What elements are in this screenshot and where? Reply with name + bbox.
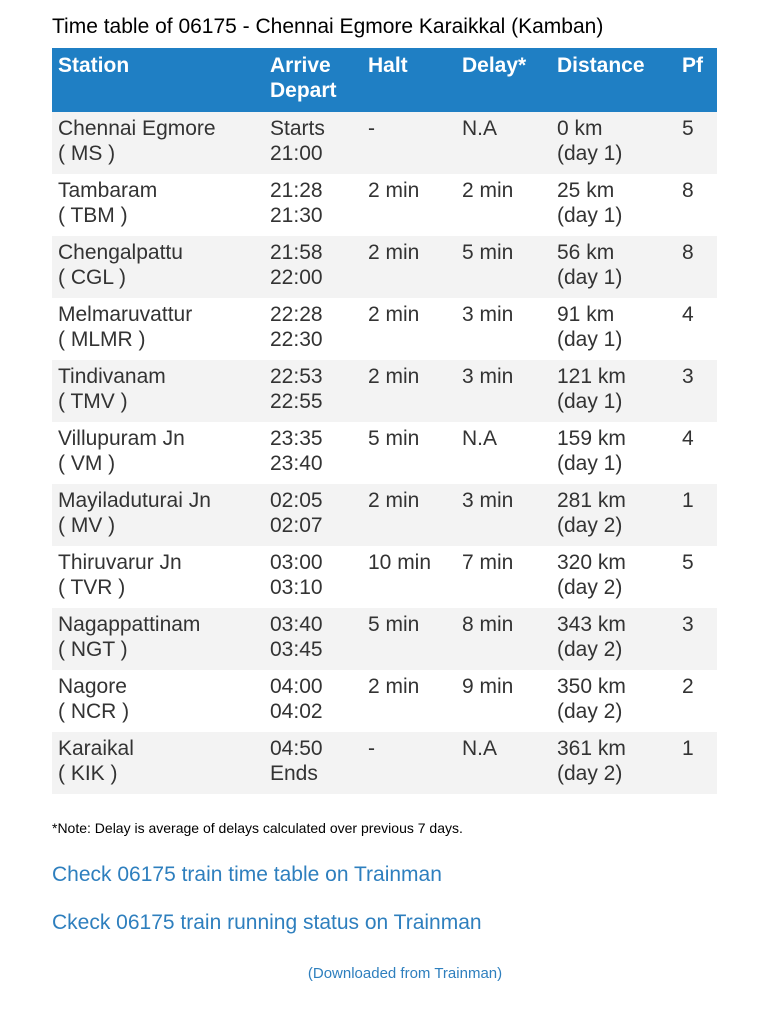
arrive-time: 04:00	[270, 675, 323, 698]
header-arrive-depart	[264, 48, 362, 112]
station-cell	[52, 546, 264, 608]
arrive-time: 22:53	[270, 365, 323, 388]
delay-value: 2 min	[462, 179, 514, 202]
arrive-time: Starts	[270, 117, 325, 140]
day-value: (day 1)	[557, 390, 623, 413]
arrive-depart-cell	[264, 174, 362, 236]
delay-cell	[456, 670, 551, 732]
halt-cell	[362, 484, 456, 546]
depart-time: 22:55	[270, 390, 323, 413]
depart-time: 03:45	[270, 638, 323, 661]
platform-cell	[676, 732, 717, 794]
station-cell	[52, 236, 264, 298]
station-cell	[52, 174, 264, 236]
day-value: (day 1)	[557, 452, 623, 475]
table-row	[52, 484, 717, 546]
header-halt: Halt	[362, 48, 456, 112]
halt-value: 5 min	[368, 613, 420, 636]
station-name: Karaikal	[58, 737, 134, 760]
station-code: ( NCR )	[58, 700, 130, 723]
table-row	[52, 422, 717, 484]
halt-cell	[362, 298, 456, 360]
platform-cell	[676, 360, 717, 422]
halt-value: 2 min	[368, 241, 420, 264]
station-cell	[52, 670, 264, 732]
station-cell	[52, 298, 264, 360]
delay-cell	[456, 112, 551, 174]
halt-cell	[362, 236, 456, 298]
halt-cell	[362, 112, 456, 174]
station-cell	[52, 484, 264, 546]
platform-cell	[676, 670, 717, 732]
table-row	[52, 236, 717, 298]
delay-value: 8 min	[462, 613, 514, 636]
halt-value: 2 min	[368, 489, 420, 512]
platform-value: 5	[682, 551, 694, 574]
halt-cell	[362, 360, 456, 422]
distance-value: 91 km	[557, 303, 615, 326]
platform-value: 3	[682, 613, 694, 636]
delay-value: N.A	[462, 117, 498, 140]
table-row	[52, 174, 717, 236]
depart-time: 21:00	[270, 142, 323, 165]
station-name: Nagappattinam	[58, 613, 201, 636]
station-code: ( TMV )	[58, 390, 128, 413]
station-code: ( TVR )	[58, 576, 126, 599]
halt-value: 10 min	[368, 551, 432, 574]
platform-cell	[676, 422, 717, 484]
delay-cell	[456, 360, 551, 422]
station-code: ( TBM )	[58, 204, 128, 227]
table-row	[52, 360, 717, 422]
delay-cell	[456, 298, 551, 360]
halt-value: 5 min	[368, 427, 420, 450]
platform-cell	[676, 174, 717, 236]
distance-value: 25 km	[557, 179, 615, 202]
header-station: Station	[52, 48, 264, 112]
depart-time: Ends	[270, 762, 318, 785]
distance-value: 320 km	[557, 551, 626, 574]
station-name: Chengalpattu	[58, 241, 183, 264]
table-row	[52, 112, 717, 174]
station-cell	[52, 608, 264, 670]
distance-cell	[551, 546, 676, 608]
platform-value: 3	[682, 365, 694, 388]
platform-cell	[676, 236, 717, 298]
delay-cell	[456, 546, 551, 608]
running-status-link[interactable]: Ckeck 06175 train running status on Trainman	[52, 911, 482, 934]
day-value: (day 2)	[557, 514, 623, 537]
depart-time: 03:10	[270, 576, 323, 599]
footer-source: (Downloaded from Trainman)	[307, 965, 503, 982]
arrive-depart-cell	[264, 670, 362, 732]
day-value: (day 2)	[557, 638, 623, 661]
distance-cell	[551, 670, 676, 732]
station-cell	[52, 422, 264, 484]
arrive-depart-cell	[264, 608, 362, 670]
platform-cell	[676, 484, 717, 546]
arrive-depart-cell	[264, 546, 362, 608]
distance-value: 121 km	[557, 365, 626, 388]
station-name: Thiruvarur Jn	[58, 551, 182, 574]
station-name: Chennai Egmore	[58, 117, 216, 140]
day-value: (day 1)	[557, 266, 623, 289]
arrive-depart-cell	[264, 484, 362, 546]
arrive-time: 23:35	[270, 427, 323, 450]
halt-cell	[362, 422, 456, 484]
table-row	[52, 298, 717, 360]
delay-value: N.A	[462, 427, 498, 450]
distance-value: 159 km	[557, 427, 626, 450]
distance-cell	[551, 112, 676, 174]
distance-cell	[551, 422, 676, 484]
platform-cell	[676, 112, 717, 174]
arrive-time: 02:05	[270, 489, 323, 512]
delay-cell	[456, 422, 551, 484]
day-value: (day 1)	[557, 328, 623, 351]
distance-cell	[551, 298, 676, 360]
depart-time: 04:02	[270, 700, 323, 723]
depart-time: 21:30	[270, 204, 323, 227]
distance-cell	[551, 484, 676, 546]
delay-cell	[456, 236, 551, 298]
station-code: ( NGT )	[58, 638, 128, 661]
depart-time: 02:07	[270, 514, 323, 537]
delay-cell	[456, 732, 551, 794]
header-arrive: Arrive	[270, 54, 331, 77]
halt-cell	[362, 546, 456, 608]
arrive-time: 04:50	[270, 737, 323, 760]
platform-value: 8	[682, 179, 694, 202]
platform-value: 4	[682, 303, 694, 326]
platform-value: 4	[682, 427, 694, 450]
station-name: Tambaram	[58, 179, 158, 202]
platform-cell	[676, 608, 717, 670]
halt-value: 2 min	[368, 675, 420, 698]
station-code: ( MS )	[58, 142, 116, 165]
halt-value: -	[368, 117, 375, 140]
distance-value: 343 km	[557, 613, 626, 636]
arrive-time: 21:28	[270, 179, 323, 202]
day-value: (day 1)	[557, 204, 623, 227]
arrive-depart-cell	[264, 732, 362, 794]
platform-value: 5	[682, 117, 694, 140]
delay-value: 3 min	[462, 489, 514, 512]
distance-cell	[551, 174, 676, 236]
depart-time: 23:40	[270, 452, 323, 475]
delay-cell	[456, 174, 551, 236]
station-cell	[52, 360, 264, 422]
station-code: ( CGL )	[58, 266, 127, 289]
station-name: Melmaruvattur	[58, 303, 193, 326]
platform-value: 1	[682, 737, 694, 760]
halt-cell	[362, 670, 456, 732]
header-delay: Delay*	[456, 48, 551, 112]
halt-cell	[362, 732, 456, 794]
day-value: (day 1)	[557, 142, 623, 165]
timetable-link[interactable]: Check 06175 train time table on Trainman	[52, 863, 442, 886]
timetable-table	[52, 48, 717, 794]
arrive-time: 21:58	[270, 241, 323, 264]
halt-value: 2 min	[368, 365, 420, 388]
arrive-depart-cell	[264, 360, 362, 422]
header-platform: Pf	[676, 48, 717, 112]
header-distance: Distance	[551, 48, 676, 112]
delay-note: *Note: Delay is average of delays calculated over previous 7 days.	[52, 820, 463, 836]
distance-cell	[551, 608, 676, 670]
station-name: Nagore	[58, 675, 127, 698]
halt-cell	[362, 174, 456, 236]
distance-cell	[551, 732, 676, 794]
station-code: ( MV )	[58, 514, 116, 537]
station-cell	[52, 112, 264, 174]
distance-value: 361 km	[557, 737, 626, 760]
delay-value: 3 min	[462, 303, 514, 326]
delay-value: 7 min	[462, 551, 514, 574]
station-code: ( MLMR )	[58, 328, 146, 351]
platform-cell	[676, 546, 717, 608]
day-value: (day 2)	[557, 576, 623, 599]
table-body	[52, 112, 717, 794]
arrive-depart-cell	[264, 422, 362, 484]
delay-cell	[456, 484, 551, 546]
halt-value: 2 min	[368, 303, 420, 326]
platform-value: 2	[682, 675, 694, 698]
arrive-depart-cell	[264, 112, 362, 174]
platform-value: 8	[682, 241, 694, 264]
arrive-time: 03:00	[270, 551, 323, 574]
station-name: Tindivanam	[58, 365, 166, 388]
distance-value: 0 km	[557, 117, 603, 140]
arrive-time: 03:40	[270, 613, 323, 636]
halt-cell	[362, 608, 456, 670]
station-cell	[52, 732, 264, 794]
station-name: Villupuram Jn	[58, 427, 185, 450]
distance-value: 350 km	[557, 675, 626, 698]
distance-value: 56 km	[557, 241, 615, 264]
arrive-depart-cell	[264, 236, 362, 298]
distance-value: 281 km	[557, 489, 626, 512]
table-header-row	[52, 48, 717, 112]
delay-value: 5 min	[462, 241, 514, 264]
page-title: Time table of 06175 - Chennai Egmore Karaikkal (Kamban)	[52, 15, 604, 38]
distance-cell	[551, 236, 676, 298]
table-row	[52, 670, 717, 732]
table-row	[52, 732, 717, 794]
delay-value: N.A	[462, 737, 498, 760]
delay-cell	[456, 608, 551, 670]
platform-value: 1	[682, 489, 694, 512]
table-row	[52, 546, 717, 608]
day-value: (day 2)	[557, 762, 623, 785]
platform-cell	[676, 298, 717, 360]
station-code: ( KIK )	[58, 762, 118, 785]
arrive-time: 22:28	[270, 303, 323, 326]
depart-time: 22:00	[270, 266, 323, 289]
table-row	[52, 608, 717, 670]
day-value: (day 2)	[557, 700, 623, 723]
delay-value: 3 min	[462, 365, 514, 388]
station-code: ( VM )	[58, 452, 116, 475]
station-name: Mayiladuturai Jn	[58, 489, 211, 512]
arrive-depart-cell	[264, 298, 362, 360]
halt-value: 2 min	[368, 179, 420, 202]
halt-value: -	[368, 737, 375, 760]
distance-cell	[551, 360, 676, 422]
header-depart: Depart	[270, 79, 337, 102]
delay-value: 9 min	[462, 675, 514, 698]
depart-time: 22:30	[270, 328, 323, 351]
